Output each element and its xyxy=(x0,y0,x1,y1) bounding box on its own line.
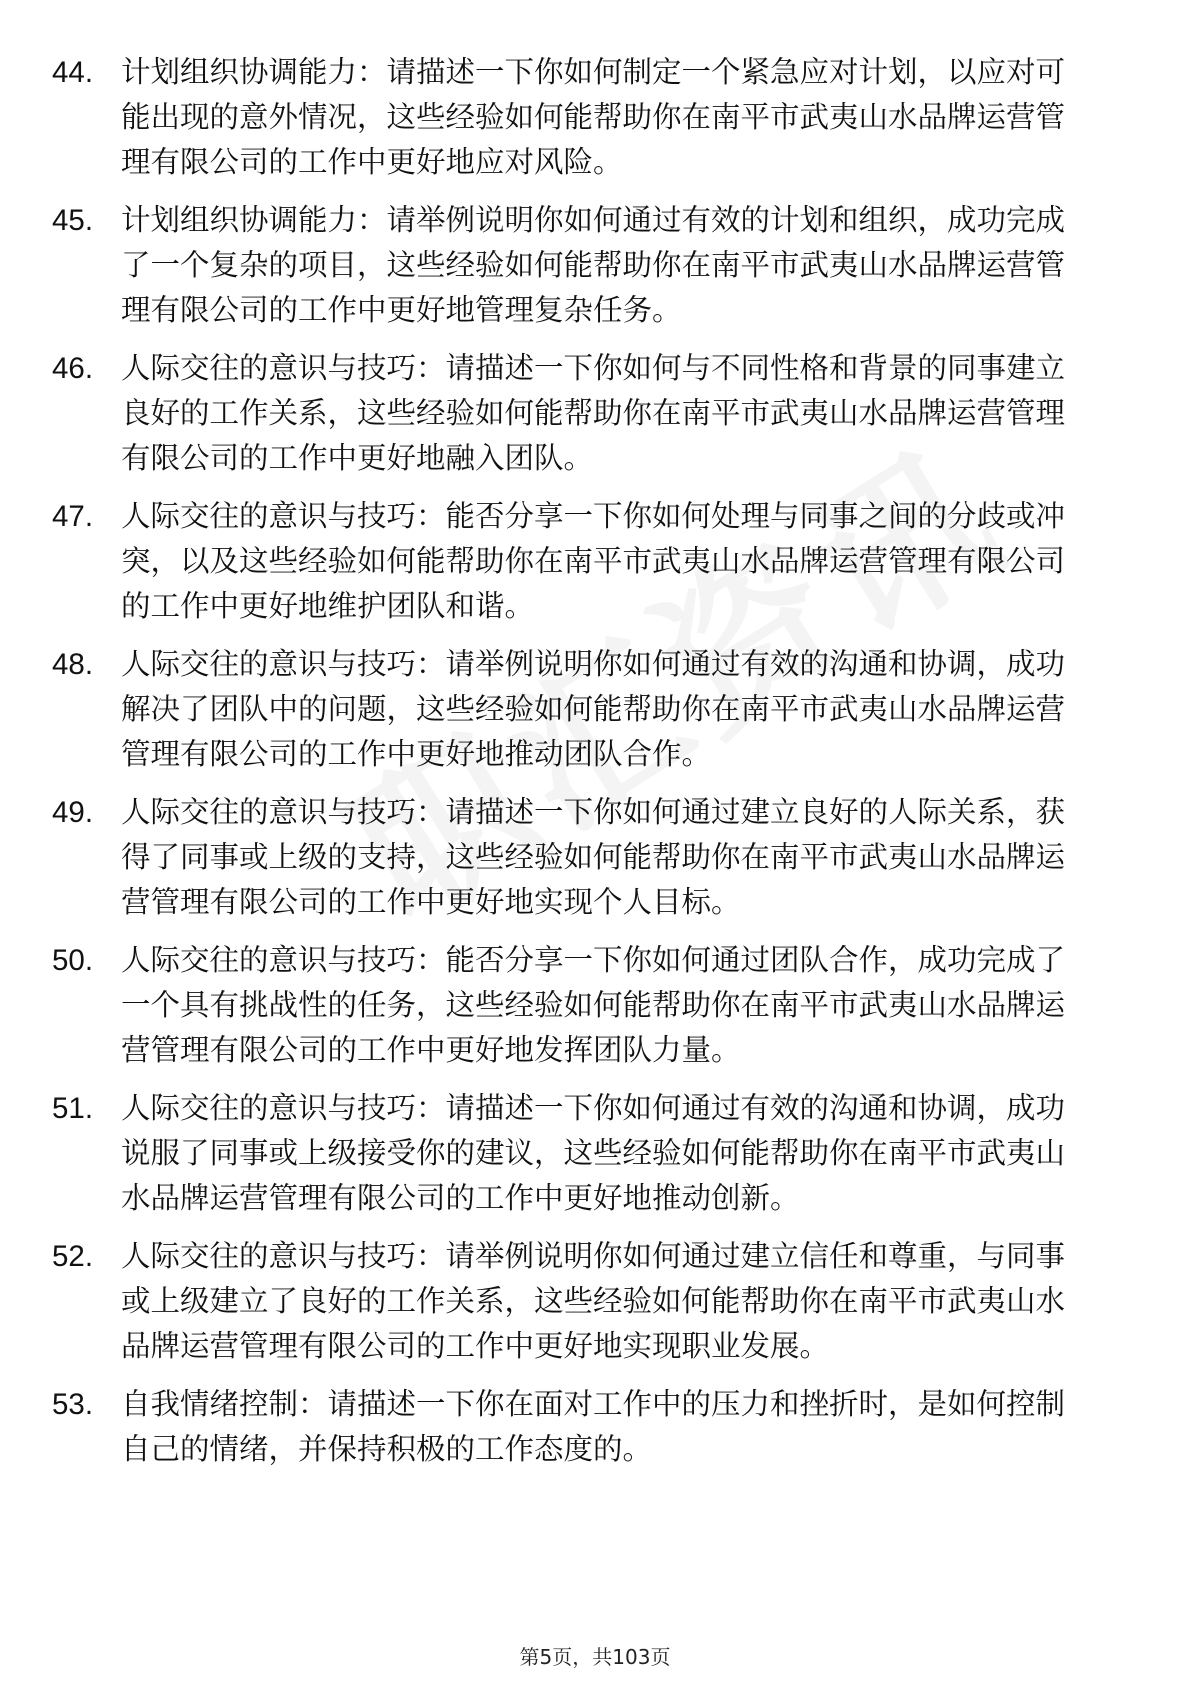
question-list xyxy=(52,50,1132,1485)
item-text: 计划组织协调能力：请描述一下你如何制定一个紧急应对计划，以应对可能出现的意外情况，这些经验如何能帮助你在南平市武夷山水品牌运营管理有限公司的工作中更好地应对风险。 xyxy=(121,55,1066,179)
item-number: 46. xyxy=(52,352,94,385)
list-item xyxy=(52,790,1132,925)
item-number: 48. xyxy=(52,648,94,681)
item-text: 人际交往的意识与技巧：请描述一下你如何通过建立良好的人际关系，获得了同事或上级的支持，这些经验如何能帮助你在南平市武夷山水品牌运营管理有限公司的工作中更好地实现个人目标。 xyxy=(121,795,1066,919)
list-item xyxy=(52,1234,1132,1369)
item-number: 50. xyxy=(52,944,94,977)
page-number-label: 第5页，共103页 xyxy=(519,1645,671,1669)
list-item xyxy=(52,198,1132,333)
item-number: 49. xyxy=(52,796,94,829)
item-text: 人际交往的意识与技巧：能否分享一下你如何处理与同事之间的分歧或冲突，以及这些经验如何能帮助你在南平市武夷山水品牌运营管理有限公司的工作中更好地维护团队和谐。 xyxy=(121,499,1066,623)
item-text: 人际交往的意识与技巧：请描述一下你如何与不同性格和背景的同事建立良好的工作关系，这些经验如何能帮助你在南平市武夷山水品牌运营管理有限公司的工作中更好地融入团队。 xyxy=(121,351,1066,475)
list-item xyxy=(52,1086,1132,1221)
list-item xyxy=(52,938,1132,1073)
item-number: 51. xyxy=(52,1092,94,1125)
item-text: 计划组织协调能力：请举例说明你如何通过有效的计划和组织，成功完成了一个复杂的项目，这些经验如何能帮助你在南平市武夷山水品牌运营管理有限公司的工作中更好地管理复杂任务。 xyxy=(121,203,1066,327)
item-number: 52. xyxy=(52,1240,94,1273)
list-item xyxy=(52,50,1132,185)
list-item xyxy=(52,1382,1132,1472)
item-text: 人际交往的意识与技巧：请举例说明你如何通过有效的沟通和协调，成功解决了团队中的问题，这些经验如何能帮助你在南平市武夷山水品牌运营管理有限公司的工作中更好地推动团队合作。 xyxy=(121,647,1066,771)
item-number: 47. xyxy=(52,500,94,533)
item-text: 人际交往的意识与技巧：请举例说明你如何通过建立信任和尊重，与同事或上级建立了良好的工作关系，这些经验如何能帮助你在南平市武夷山水品牌运营管理有限公司的工作中更好地实现职业发展。 xyxy=(121,1239,1066,1363)
list-item xyxy=(52,642,1132,777)
item-number: 53. xyxy=(52,1388,94,1421)
item-number: 45. xyxy=(52,204,94,237)
item-text: 人际交往的意识与技巧：请描述一下你如何通过有效的沟通和协调，成功说服了同事或上级接受你的建议，这些经验如何能帮助你在南平市武夷山水品牌运营管理有限公司的工作中更好地推动创新。 xyxy=(121,1091,1066,1215)
list-item xyxy=(52,346,1132,481)
item-number: 44. xyxy=(52,56,94,89)
list-item xyxy=(52,494,1132,629)
item-text: 自我情绪控制：请描述一下你在面对工作中的压力和挫折时，是如何控制自己的情绪，并保持积极的工作态度的。 xyxy=(121,1387,1066,1466)
page-footer xyxy=(0,1641,1190,1670)
item-text: 人际交往的意识与技巧：能否分享一下你如何通过团队合作，成功完成了一个具有挑战性的任务，这些经验如何能帮助你在南平市武夷山水品牌运营管理有限公司的工作中更好地发挥团队力量。 xyxy=(121,943,1066,1067)
